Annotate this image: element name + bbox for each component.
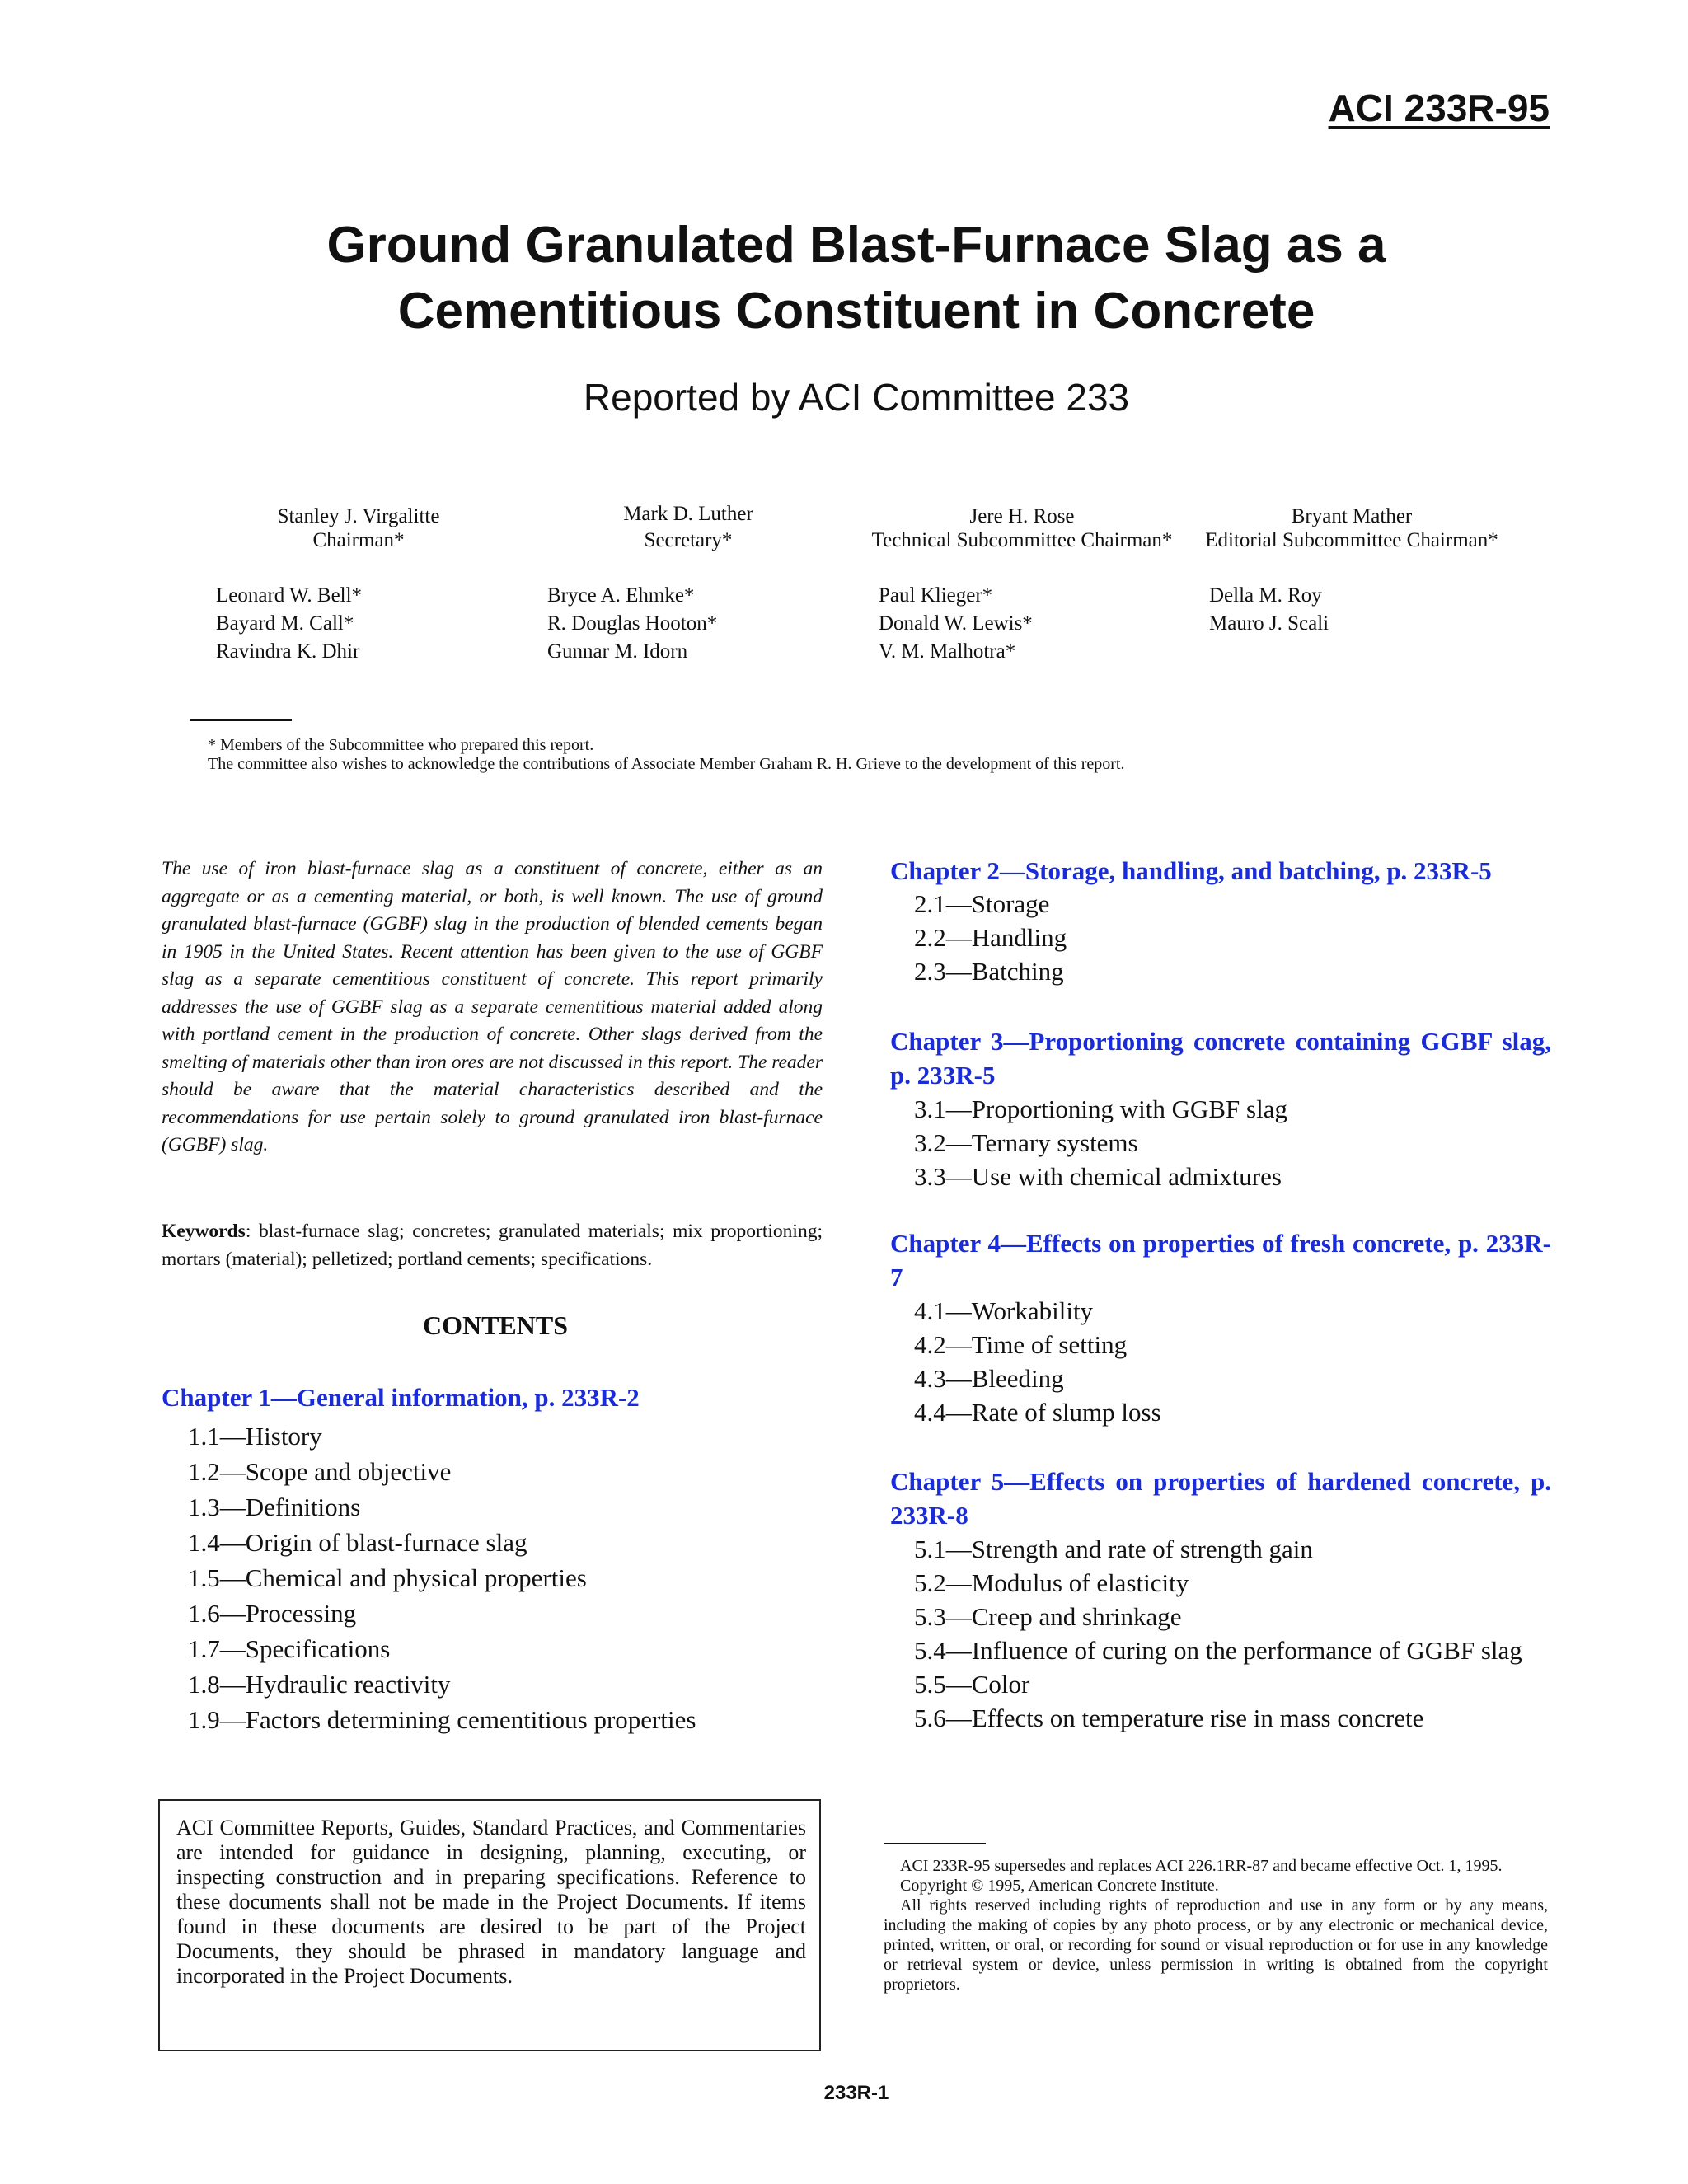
committee-notes bbox=[208, 736, 1125, 774]
section-item[interactable]: 1.6—Processing bbox=[188, 1599, 357, 1628]
section-item[interactable]: 1.9—Factors determining cementitious properties bbox=[188, 1705, 696, 1734]
chapter-5-sections bbox=[914, 1532, 1552, 1735]
section-item[interactable]: 1.7—Specifications bbox=[188, 1634, 391, 1663]
member-list-2 bbox=[547, 582, 717, 666]
officer-technical-chairman bbox=[849, 504, 1195, 552]
member-list-3 bbox=[879, 582, 1033, 666]
section-item[interactable]: 2.2—Handling bbox=[914, 923, 1067, 952]
member-name: Bayard M. Call* bbox=[216, 612, 354, 635]
officer-editorial-chairman bbox=[1187, 504, 1517, 552]
chapter-4-sections bbox=[914, 1294, 1161, 1429]
keywords-label: Keywords bbox=[162, 1221, 246, 1242]
member-name: V. M. Malhotra* bbox=[879, 640, 1016, 663]
document-subtitle: Reported by ACI Committee 233 bbox=[583, 376, 1130, 419]
section-item[interactable]: 1.3—Definitions bbox=[188, 1493, 361, 1521]
contents-heading: CONTENTS bbox=[422, 1310, 569, 1340]
notes-divider bbox=[190, 719, 292, 721]
chapter-2-heading[interactable]: Chapter 2—Storage, handling, and batching, p. 233R-5 bbox=[890, 856, 1492, 885]
section-item[interactable]: 4.1—Workability bbox=[914, 1296, 1094, 1325]
chapter-1-sections bbox=[188, 1418, 696, 1737]
section-item[interactable]: 5.1—Strength and rate of strength gain bbox=[914, 1535, 1313, 1563]
chapter-1-heading[interactable]: Chapter 1—General information, p. 233R-2 bbox=[162, 1383, 640, 1412]
section-item[interactable]: 1.1—History bbox=[188, 1422, 322, 1451]
officer-name: Bryant Mather bbox=[1291, 505, 1413, 527]
section-item[interactable]: 2.1—Storage bbox=[914, 889, 1050, 918]
section-item[interactable]: 1.4—Origin of blast-furnace slag bbox=[188, 1528, 528, 1557]
document-title bbox=[0, 213, 1688, 344]
section-item[interactable]: 4.3—Bleeding bbox=[914, 1364, 1064, 1393]
member-name: Mauro J. Scali bbox=[1209, 612, 1329, 635]
officer-secretary bbox=[577, 502, 799, 552]
member-list-1 bbox=[216, 582, 362, 666]
member-name: Paul Klieger* bbox=[879, 584, 993, 607]
section-item[interactable]: 4.2—Time of setting bbox=[914, 1330, 1128, 1359]
section-item[interactable]: 5.2—Modulus of elasticity bbox=[914, 1568, 1189, 1597]
abstract: The use of iron blast-furnace slag as a constituent of concrete, either as an aggregate or as a cementing material, or both, is well known. The use of ground granulated blast-furnace (GGBF) slag in the production of blended cements began in 1905 in the United States. Recent attention has been given to the use of GGBF slag as a separate cementitious constituent of concrete. This report primarily addresses the use of GGBF slag as a separate cementitious material added along with portland cement in the production of concrete. Other slags derived from the smelting of materials other than iron ores are not discussed in this report. The reader should be aware that the material characteristics described and the recommendations for use pertain solely to ground granulated iron blast-furnace (GGBF) slag. bbox=[162, 858, 823, 1155]
section-item[interactable]: 1.8—Hydraulic reactivity bbox=[188, 1670, 451, 1699]
note-line: The committee also wishes to acknowledge the contributions of Associate Member Graham R. H. Grieve to the development of this report. bbox=[208, 755, 1125, 773]
officer-role: Chairman* bbox=[312, 529, 405, 551]
member-name: Della M. Roy bbox=[1209, 584, 1322, 607]
section-item[interactable]: 1.5—Chemical and physical properties bbox=[188, 1563, 587, 1592]
footnotes bbox=[884, 1856, 1548, 1994]
member-name: Gunnar M. Idorn bbox=[547, 640, 688, 663]
footnote-rights: All rights reserved including rights of reproduction and use in any form or by any means, including the making of copies by any photo process, or by any electronic or mechanical device, printed, written, or oral, or recording for sound or visual reproduction or for use in any knowledge or retrieval system or device, unless permission in writing is obtained from the copyright proprietors. bbox=[884, 1896, 1548, 1994]
officer-role: Technical Subcommittee Chairman* bbox=[871, 529, 1173, 551]
officer-role: Secretary* bbox=[644, 529, 733, 551]
member-name: R. Douglas Hooton* bbox=[547, 612, 718, 635]
officer-name: Mark D. Luther bbox=[623, 503, 753, 525]
footnote-copyright: Copyright © 1995, American Concrete Institute. bbox=[900, 1877, 1219, 1895]
section-item[interactable]: 1.2—Scope and objective bbox=[188, 1457, 452, 1486]
notice-box: ACI Committee Reports, Guides, Standard Practices, and Commentaries are intended for guidance in designing, planning, executing, or inspecting construction and in preparing specifications. Reference to these documents shall not be made in the Project Documents. If items found in these documents are desired to be part of the Project Documents, they should be phrased in mandatory language and incorporated in the Project Documents. bbox=[158, 1799, 821, 2051]
footnote-divider bbox=[884, 1843, 986, 1844]
section-item[interactable]: 4.4—Rate of slump loss bbox=[914, 1398, 1161, 1427]
chapter-3-sections bbox=[914, 1092, 1287, 1193]
member-name: Bryce A. Ehmke* bbox=[547, 584, 695, 607]
chapter-4-heading[interactable]: Chapter 4—Effects on properties of fresh concrete, p. 233R-7 bbox=[890, 1229, 1551, 1291]
title-line-2: Cementitious Constituent in Concrete bbox=[397, 283, 1315, 340]
officer-role: Editorial Subcommittee Chairman* bbox=[1205, 529, 1498, 551]
member-list-4 bbox=[1209, 582, 1329, 638]
section-item[interactable]: 2.3—Batching bbox=[914, 957, 1064, 986]
officer-name: Jere H. Rose bbox=[969, 505, 1075, 527]
footnote-supersedes: ACI 233R-95 supersedes and replaces ACI 226.1RR-87 and became effective Oct. 1, 1995. bbox=[900, 1857, 1503, 1875]
title-line-1: Ground Granulated Blast-Furnace Slag as a bbox=[326, 217, 1386, 274]
section-item[interactable]: 3.2—Ternary systems bbox=[914, 1128, 1138, 1157]
section-item[interactable]: 5.4—Influence of curing on the performance of GGBF slag bbox=[914, 1636, 1522, 1665]
member-name: Donald W. Lewis* bbox=[879, 612, 1033, 635]
section-item[interactable]: 3.1—Proportioning with GGBF slag bbox=[914, 1094, 1287, 1123]
document-id: ACI 233R-95 bbox=[1328, 87, 1550, 129]
section-item[interactable]: 5.3—Creep and shrinkage bbox=[914, 1602, 1182, 1631]
note-line: * Members of the Subcommittee who prepared this report. bbox=[208, 736, 594, 754]
chapter-3-heading[interactable]: Chapter 3—Proportioning concrete containing GGBF slag, p. 233R-5 bbox=[890, 1027, 1551, 1090]
page-number: 233R-1 bbox=[823, 2082, 889, 2104]
keywords-text: : blast-furnace slag; concretes; granulated materials; mix proportioning; mortars (material); pelletized; portland cements; specifications. bbox=[162, 1221, 823, 1270]
officer-name: Stanley J. Virgalitte bbox=[277, 505, 440, 527]
section-item[interactable]: 5.6—Effects on temperature rise in mass concrete bbox=[914, 1704, 1424, 1732]
section-item[interactable]: 3.3—Use with chemical admixtures bbox=[914, 1162, 1282, 1191]
chapter-2-sections bbox=[914, 887, 1067, 988]
section-item[interactable]: 5.5—Color bbox=[914, 1670, 1030, 1699]
member-name: Ravindra K. Dhir bbox=[216, 640, 360, 663]
chapter-5-heading[interactable]: Chapter 5—Effects on properties of hardened concrete, p. 233R-8 bbox=[890, 1467, 1551, 1530]
officer-chairman bbox=[247, 504, 470, 552]
member-name: Leonard W. Bell* bbox=[216, 584, 363, 607]
keywords bbox=[162, 1218, 823, 1273]
